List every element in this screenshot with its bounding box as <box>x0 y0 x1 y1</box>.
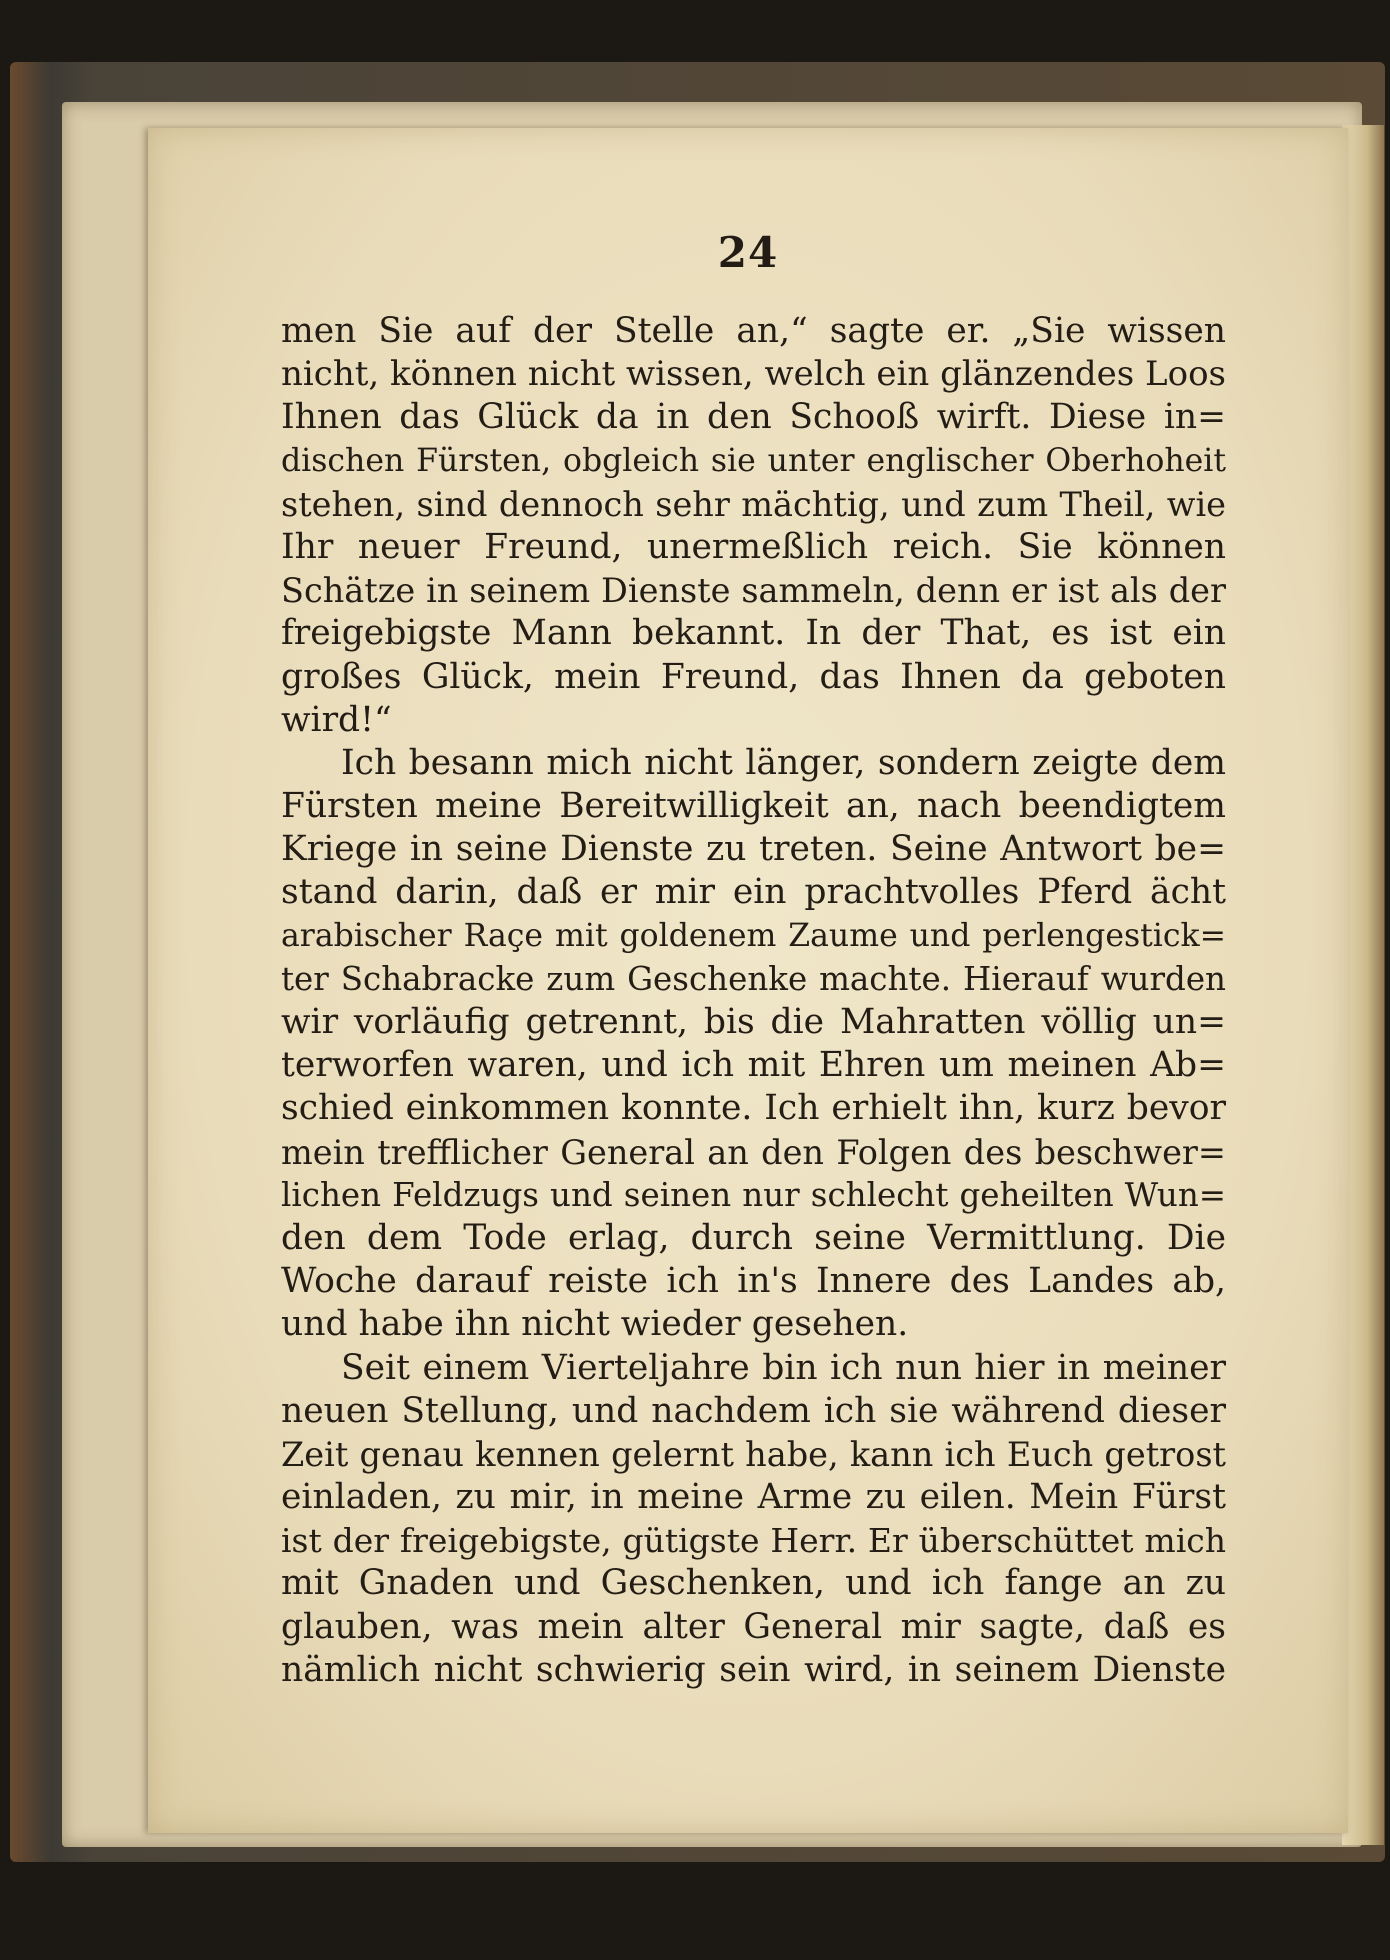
text-line: neuen Stellung, und nachdem ich sie während dieser <box>281 1390 1226 1431</box>
text-line: ter Schabracke zum Geschenke machte. Hierauf wurden <box>281 959 1226 998</box>
text-line: den dem Tode erlag, durch seine Vermittlung. Die <box>281 1217 1226 1258</box>
text-line: Ihnen das Glück da in den Schooß wirft. Diese in= <box>281 397 1226 438</box>
text-line: Kriege in seine Dienste zu treten. Seine Antwort be= <box>281 829 1226 870</box>
text-line: ist der freigebigste, gütigste Herr. Er überschüttet mich <box>281 1521 1226 1561</box>
text-line: Fürsten meine Bereitwilligkeit an, nach beendigtem <box>281 786 1226 827</box>
text-line: glauben, was mein alter General mir sagte, daß es <box>281 1606 1226 1647</box>
text-line: Woche darauf reiste ich in's Innere des Landes ab, <box>281 1261 1226 1302</box>
body-text <box>281 310 1226 1692</box>
text-line: einladen, zu mir, in meine Arme zu eilen. Mein Fürst <box>281 1477 1226 1518</box>
text-line: stand darin, daß er mir ein prachtvolles Pferd ächt <box>281 872 1226 913</box>
book-page <box>148 128 1348 1833</box>
text-line: nämlich nicht schwierig sein wird, in seinem Dienste <box>281 1649 1226 1690</box>
text-line: Ihr neuer Freund, unermeßlich reich. Sie können <box>281 526 1226 567</box>
text-line: dischen Fürsten, obgleich sie unter englischer Oberhoheit <box>281 442 1226 479</box>
text-line: großes Glück, mein Freund, das Ihnen da geboten <box>281 656 1226 697</box>
text-line: arabischer Raçe mit goldenem Zaume und perlengestick= <box>281 917 1226 954</box>
text-line: wird!“ <box>281 699 392 740</box>
text-line: stehen, sind dennoch sehr mächtig, und zum Theil, wie <box>281 484 1226 524</box>
text-line: mein trefflicher General an den Folgen des beschwer= <box>281 1132 1226 1172</box>
text-line: men Sie auf der Stelle an,“ sagte er. „Sie wissen <box>281 311 1226 351</box>
text-line: terworfen waren, und ich mit Ehren um meinen Ab= <box>281 1045 1226 1086</box>
text-line: nicht, können nicht wissen, welch ein glänzendes Loos <box>281 354 1226 395</box>
page-number: 24 <box>717 228 779 277</box>
facing-page-edge <box>1342 125 1384 1845</box>
text-line: wir vorläufig getrennt, bis die Mahratten völlig un= <box>281 1002 1226 1042</box>
text-line: Zeit genau kennen gelernt habe, kann ich Euch getrost <box>281 1434 1226 1474</box>
text-line: Ich besann mich nicht länger, sondern zeigte dem <box>341 742 1226 783</box>
text-line: Schätze in seinem Dienste sammeln, denn er ist als der <box>281 571 1226 611</box>
text-line: und habe ihn nicht wieder gesehen. <box>281 1304 909 1345</box>
text-line: mit Gnaden und Geschenken, und ich fange an zu <box>281 1563 1226 1604</box>
text-line: freigebigste Mann bekannt. In der That, es ist ein <box>281 613 1226 654</box>
text-line: Seit einem Vierteljahre bin ich nun hier in meiner <box>341 1347 1226 1388</box>
text-line: schied einkommen konnte. Ich erhielt ihn, kurz bevor <box>281 1088 1226 1129</box>
text-line: lichen Feldzugs und seinen nur schlecht geheilten Wun= <box>281 1175 1226 1214</box>
